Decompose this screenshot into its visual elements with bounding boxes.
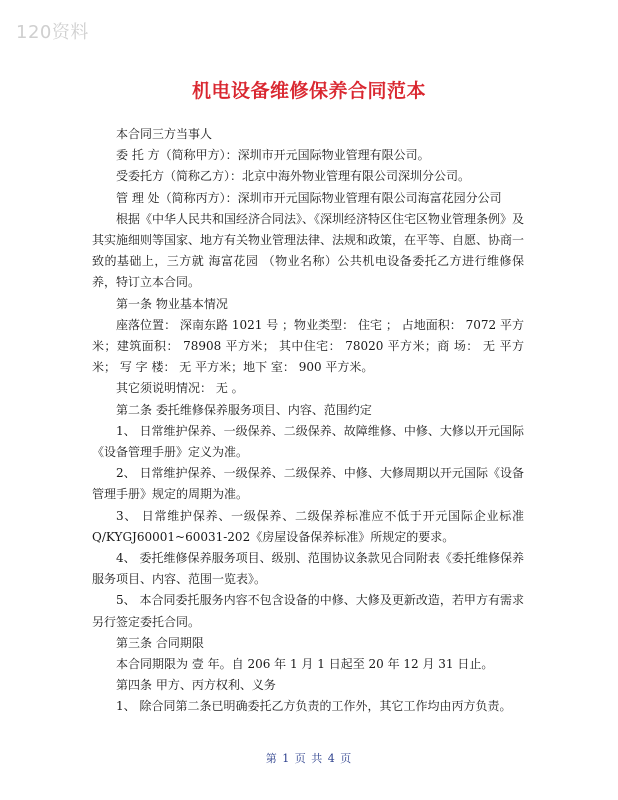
- paragraph-contract-term: 本合同期限为 壹 年。自 206 年 1 月 1 日起至 20 年 12 月 31 日止。: [116, 657, 494, 672]
- section-heading-article-1: 第一条 物业基本情况: [116, 296, 228, 311]
- section-heading-article-4: 第四条 甲方、丙方权利、义务: [116, 678, 276, 693]
- section-heading-article-2: 第二条 委托维修保养服务项目、内容、范围约定: [116, 402, 372, 417]
- list-item-4-1: 1、 除合同第二条已明确委托乙方负责的工作外，其它工作均由丙方负责。: [116, 699, 512, 714]
- page-number-footer: 第 1 页 共 4 页: [265, 752, 353, 765]
- paragraph-party-a: 委 托 方（简称甲方）：深圳市开元国际物业管理有限公司。: [116, 148, 430, 163]
- paragraph-other-notes: 其它须说明情况： 无 。: [116, 381, 244, 396]
- paragraph-parties-intro: 本合同三方当事人: [116, 127, 213, 141]
- contract-body: [92, 124, 524, 718]
- paragraph-party-c: 管 理 处（简称丙方）：深圳市开元国际物业管理有限公司海富花园分公司: [116, 190, 502, 205]
- document-title: 机电设备维修保养合同范本: [191, 80, 426, 102]
- paragraph-property-info: 座落位置： 深南东路 1021 号 ；物业类型： 住宅 ； 占地面积： 7072 平方米；建筑面积： 78908 平方米； 其中住宅： 78020 平方米；商 场： 无 平方米； 写 字 楼： 无 平方米；地下 室： 900 平方米。: [92, 317, 524, 375]
- watermark-logo: 120资料: [16, 22, 89, 43]
- paragraph-preamble: 根据《中华人民共和国经济合同法》、《深圳经济特区住宅区物业管理条例》及其实施细则等国家、地方有关物业管理法律、法规和政策，在平等、自愿、协商一致的基础上，三方就 海富花园 （物业名称）公共机电设备委托乙方进行维修保养，特订立本合同。: [92, 211, 525, 290]
- list-item-2-4: 4、 委托维修保养服务项目、级别、范围协议条款见合同附表《委托维修保养服务项目、内容、范围一览表》。: [92, 551, 524, 587]
- list-item-2-3: 3、 日常维护保养、一级保养、二级保养标准应不低于开元国际企业标准 Q/KYGJ60001~60031-202《房屋设备保养标准》所规定的要求。: [92, 508, 524, 544]
- list-item-2-1: 1、 日常维护保养、一级保养、二级保养、故障维修、中修、大修以开元国际《设备管理手册》定义为准。: [92, 423, 524, 460]
- section-heading-article-3: 第三条 合同期限: [116, 635, 204, 650]
- list-item-2-5: 5、 本合同委托服务内容不包含设备的中修、大修及更新改造，若甲方有需求另行签定委托合同。: [92, 593, 524, 629]
- list-item-2-2: 2、 日常维护保养、一级保养、二级保养、中修、大修周期以开元国际《设备管理手册》规定的周期为准。: [92, 466, 524, 502]
- paragraph-party-b: 受委托方（简称乙方）：北京中海外物业管理有限公司深圳分公司。: [116, 169, 471, 184]
